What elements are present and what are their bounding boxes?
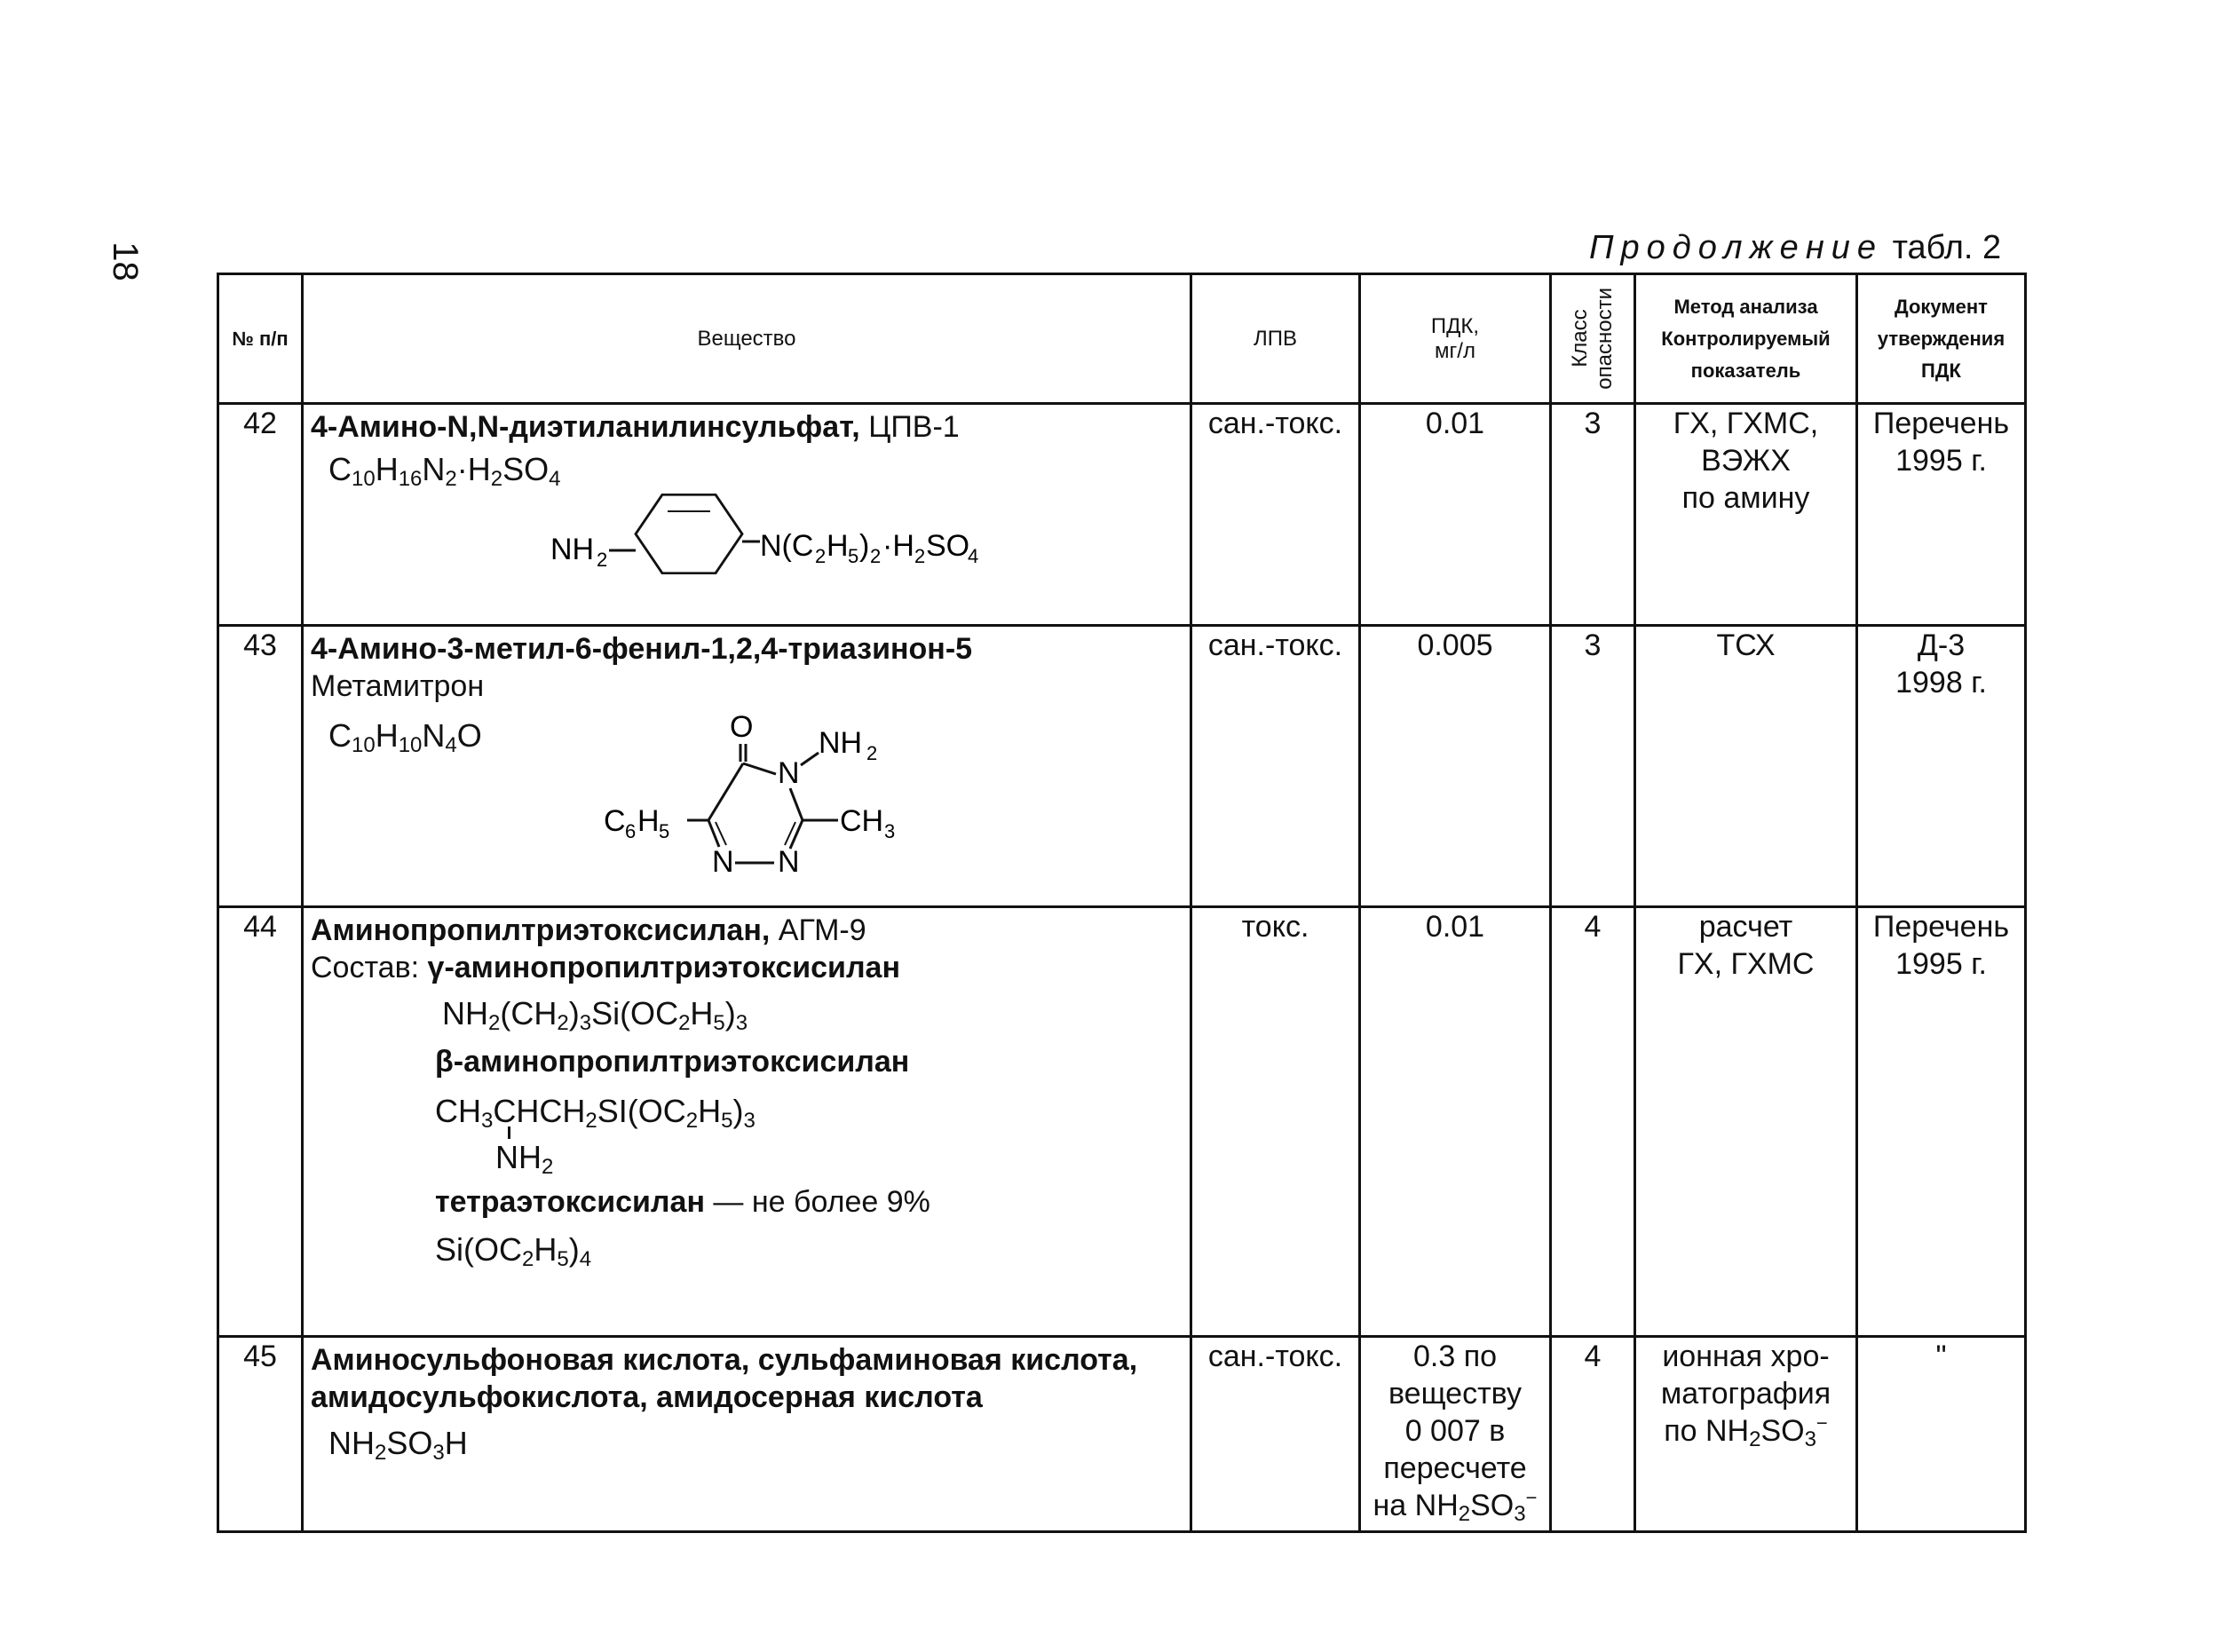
doc-cell: Перечень 1995 г.: [1857, 404, 2026, 626]
svg-text:2: 2: [914, 545, 926, 567]
header-lpv: ЛПВ: [1191, 274, 1360, 404]
svg-text:6: 6: [625, 820, 637, 842]
substance-name: Аминопропилтриэтоксисилан, АГМ-9: [311, 913, 866, 947]
pdk-cell: 0.01: [1360, 404, 1551, 626]
svg-text:5: 5: [848, 545, 859, 567]
molecular-formula: $NH_2SO_3H$: [328, 1425, 468, 1465]
beta-formula: $CH_3CHCH_2SI(OC_2H_5)_3$: [435, 1093, 755, 1133]
doc-cell: ": [1857, 1337, 2026, 1532]
molecular-formula: $C_{10}H_{16}N_2\cdot H_2SO_4$: [328, 451, 561, 491]
row-num: 44: [218, 907, 303, 1337]
substance-name: 4-Амино-N,N-диэтиланилинсульфат, ЦПВ-1: [311, 410, 960, 444]
row-num: 43: [218, 626, 303, 907]
substance-name-line2: амидосульфокислота, амидосерная кислота: [311, 1380, 983, 1414]
tetra-line: тетраэтоксисилан — не более 9%: [435, 1185, 930, 1219]
header-pdk-line2: мг/л: [1435, 338, 1475, 363]
header-row: [218, 274, 2026, 404]
table-row-44: [218, 907, 2026, 1337]
substance-name: 4-Амино-3-метил-6-фенил-1,2,4-триазинон-5: [311, 632, 973, 666]
header-class-line1: Класс: [1568, 309, 1592, 368]
pdk-cell: 0.01: [1360, 907, 1551, 1337]
header-num: № п/п: [218, 274, 303, 404]
header-doc-line3: ПДК: [1921, 359, 1961, 382]
svg-text:2: 2: [597, 549, 608, 571]
header-method: [1635, 274, 1857, 404]
lpv-cell: сан.-токс.: [1191, 1337, 1360, 1532]
method-cell: ТСХ: [1635, 626, 1857, 907]
header-substance: Вещество: [303, 274, 1191, 404]
table-row-42: [218, 404, 2026, 626]
svg-text:N: N: [712, 845, 734, 873]
class-cell: 3: [1551, 626, 1635, 907]
svg-text:O: O: [730, 710, 754, 744]
header-method-line2: Контролируемый: [1661, 327, 1831, 350]
table-caption: [1589, 229, 2001, 267]
substance-table: [217, 273, 2027, 1533]
svg-text:2: 2: [870, 545, 882, 567]
lpv-cell: сан.-токс.: [1191, 404, 1360, 626]
svg-text:H: H: [637, 804, 660, 838]
doc-cell: Д-3 1998 г.: [1857, 626, 2026, 907]
svg-text:C: C: [604, 804, 626, 838]
method-cell: расчет ГХ, ГХМС: [1635, 907, 1857, 1337]
beta-amine: $NH_2$: [495, 1139, 554, 1179]
header-method-line3: показатель: [1690, 359, 1801, 382]
header-doc-line2: утверждения: [1877, 327, 2005, 350]
header-doc-line1: Документ: [1895, 295, 1988, 318]
substance-synonym: Метамитрон: [311, 669, 485, 703]
class-cell: 4: [1551, 907, 1635, 1337]
table-row-45: [218, 1337, 2026, 1532]
gamma-formula: $NH_2(CH_2)_3Si(OC_2H_5)_3$: [442, 995, 748, 1035]
svg-text:3: 3: [884, 820, 896, 842]
class-cell: 4: [1551, 1337, 1635, 1532]
svg-text:NH: NH: [550, 533, 595, 566]
substance-cell: [303, 404, 1191, 626]
svg-text:NH: NH: [819, 726, 863, 760]
structure-diagram: [550, 488, 1101, 586]
svg-text:SO: SO: [926, 529, 970, 563]
substance-cell: [303, 626, 1191, 907]
tetra-formula: $Si(OC_2H_5)_4$: [435, 1231, 592, 1271]
substance-name-line1: Аминосульфоновая кислота, сульфаминовая кислота,: [311, 1343, 1138, 1377]
svg-text:·H: ·H: [882, 529, 914, 563]
composition-label: Состав: γ-аминопропилтриэтоксисилан: [311, 951, 900, 984]
row-num: 42: [218, 404, 303, 626]
row-num: 45: [218, 1337, 303, 1532]
header-pdk-line1: ПДК,: [1430, 313, 1480, 338]
svg-text:N: N: [778, 756, 800, 790]
svg-text:CH: CH: [840, 804, 884, 838]
header-class-line2: опасности: [1593, 288, 1617, 390]
substance-cell: [303, 1337, 1191, 1532]
pdk-cell: 0.3 по веществу 0 007 в пересчете на $NH_2SO_3^-$: [1360, 1337, 1551, 1532]
doc-cell: Перечень 1995 г.: [1857, 907, 2026, 1337]
class-cell: 3: [1551, 404, 1635, 626]
method-cell: ионная хро- матография по $NH_2SO_3^-$: [1635, 1337, 1857, 1532]
header-pdk: [1360, 274, 1551, 404]
table-row-43: [218, 626, 2026, 907]
structure-diagram: [577, 705, 985, 873]
method-cell: ГХ, ГХМС, ВЭЖХ по амину: [1635, 404, 1857, 626]
substance-cell: [303, 907, 1191, 1337]
svg-text:H: H: [827, 529, 849, 563]
svg-text:N(C: N(C: [760, 529, 814, 563]
svg-text:5: 5: [659, 820, 670, 842]
header-class: [1551, 274, 1635, 404]
pdk-cell: 0.005: [1360, 626, 1551, 907]
header-doc: [1857, 274, 2026, 404]
svg-text:): ): [859, 529, 870, 563]
molecular-formula: $C_{10}H_{10}N_4O$: [328, 717, 482, 757]
caption-continuation: Продолжение: [1589, 229, 1883, 266]
svg-text:2: 2: [866, 742, 878, 764]
header-class-text: [1568, 288, 1618, 390]
header-method-line1: Метод анализа: [1673, 295, 1818, 318]
beta-name: β-аминопропилтриэтоксисилан: [435, 1045, 910, 1079]
page-number: 18: [105, 241, 145, 281]
caption-table-ref: табл. 2: [1892, 229, 2002, 266]
svg-text:N: N: [778, 845, 800, 873]
lpv-cell: сан.-токс.: [1191, 626, 1360, 907]
svg-text:4: 4: [968, 545, 979, 567]
lpv-cell: токс.: [1191, 907, 1360, 1337]
svg-text:2: 2: [815, 545, 827, 567]
